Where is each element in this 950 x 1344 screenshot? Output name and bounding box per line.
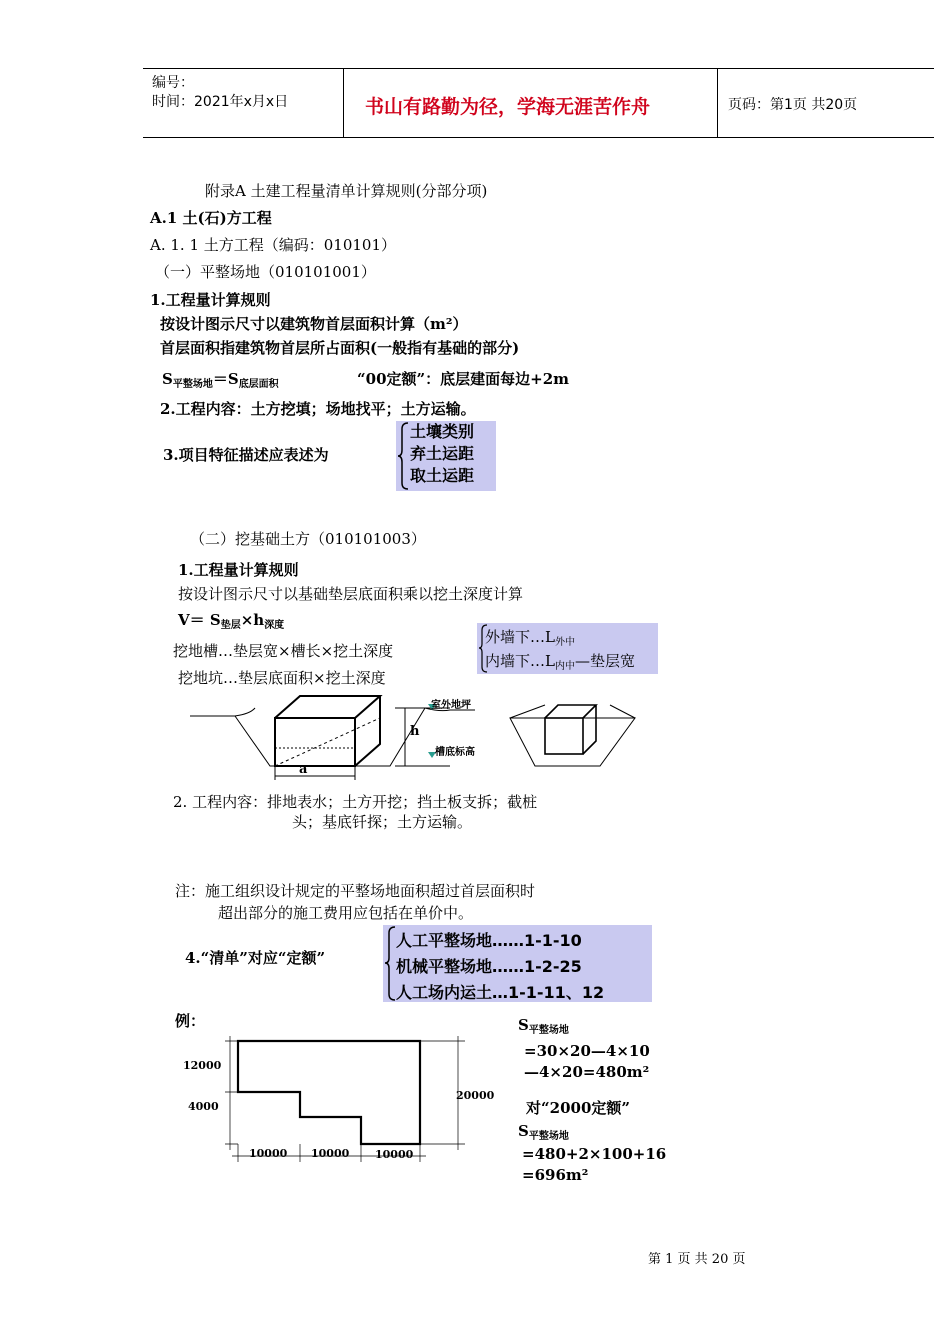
- dim-4000: 4000: [188, 1100, 219, 1113]
- formula-v: $V= S_{垫层}\times h_{深度}$: [178, 611, 285, 631]
- s2-content-2: 头；基底钎探；土方运输。: [292, 813, 473, 831]
- calc-line-1: =30×20—4×10: [524, 1042, 650, 1060]
- excavation-diagram: [190, 688, 670, 784]
- label-h: h: [410, 724, 420, 739]
- map-label: 4.“清单”对应“定额”: [185, 949, 326, 967]
- calc-s2: $S_{平整场地}$: [518, 1122, 569, 1142]
- brace-icon: [396, 421, 410, 491]
- brace-icon: [383, 925, 397, 1002]
- formula-s1: $S_{平整场地}=S_{底层面积}$: [162, 370, 279, 390]
- calc-line-3: 对“2000定额”: [526, 1099, 631, 1117]
- pit-formula: 挖地坑…垫层底面积×挖土深度: [178, 669, 386, 687]
- calc-line-4: =480+2×100+16: [522, 1145, 667, 1163]
- time-label: 时间：2021年x月x日: [152, 94, 289, 110]
- dim-12000: 12000: [183, 1059, 222, 1072]
- doc-title: 附录A 土建工程量清单计算规则(分部分项): [205, 182, 488, 200]
- calc-s1: $S_{平整场地}$: [518, 1016, 569, 1036]
- section-1-title: （一）平整场地（010101001）: [155, 263, 376, 281]
- dim-bottom-2: 10000: [311, 1147, 350, 1160]
- header-divider: [343, 69, 344, 137]
- s1-content: 2.工程内容：土方挖填；场地找平；土方运输。: [160, 400, 476, 418]
- s2-rule-heading: 1.工程量计算规则: [178, 561, 299, 579]
- label-trench-bottom: 槽底标高: [435, 747, 475, 758]
- s1-rule-2: 首层面积指建筑物首层所占面积(一般指有基础的部分): [160, 339, 520, 357]
- header-divider: [717, 69, 718, 137]
- section-2-title: （二）挖基础土方（010101003）: [190, 530, 426, 548]
- map-item: 机械平整场地……1-2-25: [396, 957, 582, 976]
- s2-content-1: 2. 工程内容：排地表水；土方开挖；挡土板支拆；截桩: [173, 793, 538, 811]
- section-a111: A. 1. 1 土方工程（编码：010101）: [150, 236, 397, 254]
- section-a11: A.1 土(石)方工程: [150, 209, 272, 227]
- label-ground: 室外地坪: [431, 700, 471, 711]
- s2-rule-1: 按设计图示尺寸以基础垫层底面积乘以挖土深度计算: [178, 585, 524, 603]
- dim-bottom-1: 10000: [249, 1147, 288, 1160]
- number-label: 编号：: [152, 75, 194, 91]
- feature-list: [396, 421, 496, 491]
- wall-inner: 内墙下$\dots L_{内中}—$垫层宽: [485, 652, 635, 672]
- feature-item: 土壤类别: [410, 422, 475, 441]
- map-item: 人工场内运土…1-1-11、12: [396, 983, 605, 1002]
- map-item: 人工平整场地……1-1-10: [396, 931, 582, 950]
- wall-outer: 外墙下$\dots L_{外中}$: [485, 628, 575, 648]
- note-2: 超出部分的施工费用应包括在单价中。: [218, 904, 474, 922]
- formula-note: “00定额”：底层建面每边+2m: [357, 370, 570, 388]
- calc-line-2: —4×20=480m²: [524, 1063, 650, 1081]
- dim-bottom-3: 10000: [375, 1148, 414, 1161]
- page-footer: 第 1 页 共 20 页: [648, 1252, 746, 1267]
- label-a: a: [299, 762, 308, 777]
- trench-formula: 挖地槽…垫层宽×槽长×挖土深度: [173, 642, 394, 660]
- motto: 书山有路勤为径，学海无涯苦作舟: [365, 96, 651, 118]
- s1-rule-1: 按设计图示尺寸以建筑物首层面积计算（m²）: [160, 315, 468, 333]
- s1-feature-label: 3.项目特征描述应表述为: [163, 446, 329, 464]
- page-label: 页码：第1页 共20页: [728, 97, 858, 113]
- dim-20000: 20000: [456, 1089, 495, 1102]
- calc-line-5: =696m²: [522, 1166, 589, 1184]
- example-label: 例：: [175, 1012, 206, 1030]
- note-1: 注：施工组织设计规定的平整场地面积超过首层面积时: [175, 882, 536, 900]
- feature-item: 弃土运距: [410, 444, 475, 463]
- feature-item: 取土运距: [410, 466, 475, 485]
- s1-rule-heading: 1.工程量计算规则: [150, 291, 271, 309]
